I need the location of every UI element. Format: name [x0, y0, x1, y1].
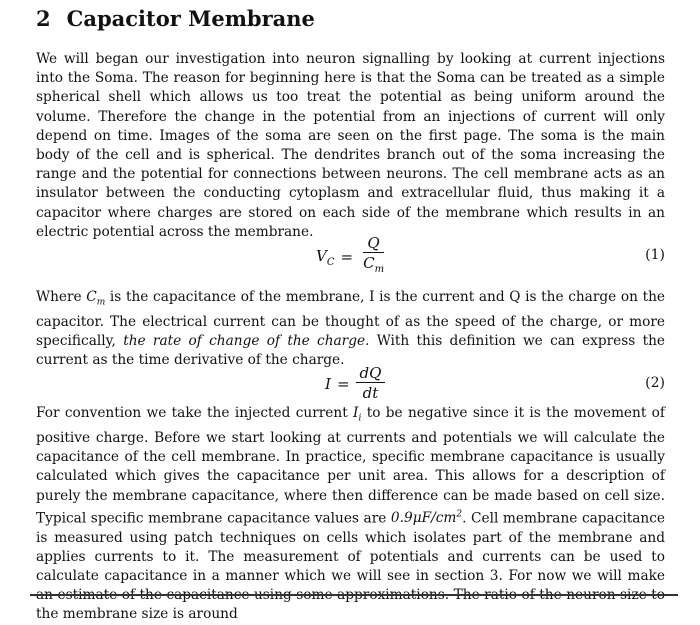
section-title: Capacitor Membrane: [66, 6, 315, 31]
eq1-fraction: [359, 234, 388, 280]
symbol-cm: $C_m$: [86, 289, 106, 308]
eq2-denominator: dt: [362, 384, 379, 402]
paragraph-capacitance: Where $C_m$ is the capacitance of the membrane, I is the current and Q is the charge on the capacitor. The electrical current can be thought of as the speed of the charge, or more specifically, the rate of change of the charge. With this definition we can express the current as the time derivative of the charge.: [36, 289, 665, 369]
equation-1: [36, 234, 665, 280]
equation-1-body: [316, 234, 388, 280]
equation-2: [36, 364, 665, 404]
eq1-denominator: $C_m$: [363, 254, 385, 275]
emphasis-rate-of-change: the rate of change of the charge.: [123, 333, 370, 350]
eq2-numerator: dQ: [356, 364, 386, 383]
symbol-ii: $I_i$: [353, 405, 362, 424]
section-number: 2: [36, 6, 51, 31]
eq2-fraction: [356, 364, 386, 403]
paragraph-convention: For convention we take the injected current $I_i$ to be negative since it is the movement of positive charge. Before we start looking at currents and potentials we will calculate the capacitance of the cell membrane. In practice, specific membrane capacitance is usually calculated which gives the capacitance per unit area. This allows for a description of purely the membrane capacitance, where then difference can be made based on cell size. Typical specific membrane capacitance values are $0.9\mu F/cm^2$. Cell membrane capacitance is measured using patch techniques on cells which isolates part of the membrane and applies currents to it. The measurement of potentials and currents can be used to calculate capacitance in a manner which we will see in section 3. For now we will make the membrane size is around: [36, 405, 665, 623]
bottom-divider: [30, 594, 678, 596]
paragraph-intro: We will began our investigation into neuron signalling by looking at current injections into the Soma. The reason for beginning here is that the Soma can be treated as a simple spherical shell which allows us too treat the potential as being uniform around the volume. Therefore the change in the potential from an injections of current will only depend on time. Images of the soma are seen on the first page. The soma is the main body of the cell and is spherical. The dendrites branch out of the soma increasing the range and the potential for connections between neurons. The cell membrane acts as an insulator between the conducting cytoplasm and extracellular fluid, thus making it a capacitor where charges are stored on each side of the membrane which results in an electric potential across the membrane.: [36, 51, 665, 240]
equation-2-body: [325, 364, 385, 403]
eq1-lhs: $V_C$: [316, 246, 335, 268]
eq2-lhs: I: [325, 374, 331, 393]
capacitance-value: $0.9\mu F/cm^2$: [390, 509, 463, 527]
eq1-equals: =: [340, 248, 354, 266]
equation-2-number: (2): [645, 375, 665, 391]
eq1-numerator: Q: [363, 234, 383, 253]
section-heading: [36, 6, 315, 31]
eq2-equals: =: [336, 374, 350, 393]
equation-1-number: (1): [645, 247, 665, 263]
